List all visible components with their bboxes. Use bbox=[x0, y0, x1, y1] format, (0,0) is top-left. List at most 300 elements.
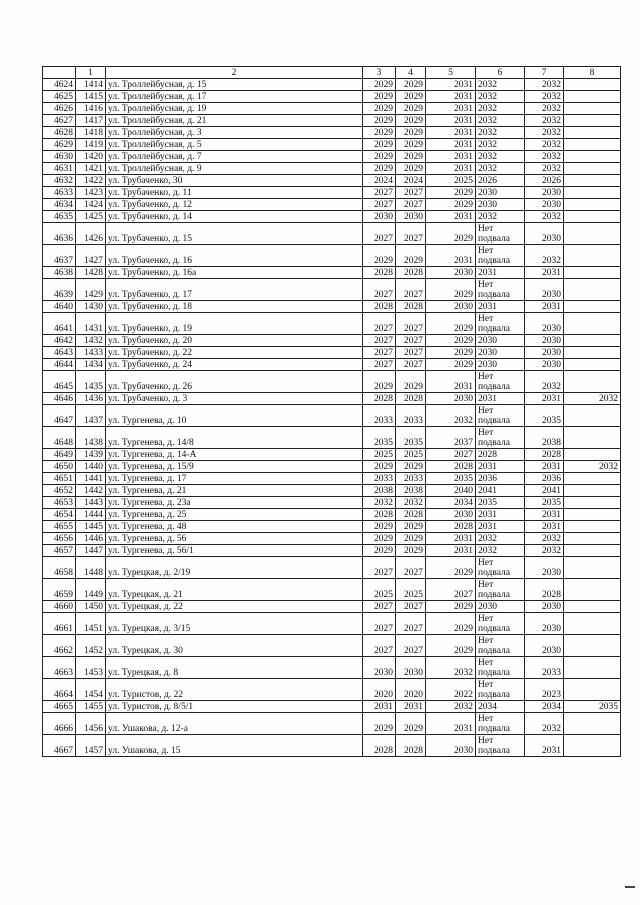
col4-cell: 2020 bbox=[396, 679, 426, 701]
col4-cell: 2029 bbox=[396, 533, 426, 545]
scan-mark bbox=[625, 886, 635, 888]
col4-cell: 2027 bbox=[396, 635, 426, 657]
col8-cell bbox=[564, 313, 621, 335]
col8-cell bbox=[564, 151, 621, 163]
col7-cell: 2030 bbox=[525, 347, 564, 359]
col4-cell: 2027 bbox=[396, 613, 426, 635]
address-cell: ул. Туристов, д. 22 bbox=[106, 679, 363, 701]
row-id: 1424 bbox=[76, 199, 106, 211]
col4-cell: 2029 bbox=[396, 79, 426, 91]
col6-cell: 2032 bbox=[476, 211, 525, 223]
col5-cell: 2031 bbox=[426, 211, 476, 223]
table-body bbox=[43, 67, 621, 757]
address-cell: ул. Ушакова, д. 15 bbox=[106, 735, 363, 757]
col4-cell: 2027 bbox=[396, 347, 426, 359]
col7-cell: 2031 bbox=[525, 521, 564, 533]
col8-cell bbox=[564, 347, 621, 359]
row-number: 4638 bbox=[43, 267, 76, 279]
row-number: 4652 bbox=[43, 485, 76, 497]
col7-cell: 2030 bbox=[525, 557, 564, 579]
row-id: 1440 bbox=[76, 461, 106, 473]
col3-cell: 2029 bbox=[363, 127, 396, 139]
address-cell: ул. Тургенева, д. 14/8 bbox=[106, 427, 363, 449]
col7-cell: 2031 bbox=[525, 461, 564, 473]
col4-cell: 2033 bbox=[396, 473, 426, 485]
row-number: 4635 bbox=[43, 211, 76, 223]
row-number: 4646 bbox=[43, 393, 76, 405]
table-row bbox=[43, 347, 621, 359]
row-number: 4651 bbox=[43, 473, 76, 485]
address-cell: ул. Тургенева, д. 56/1 bbox=[106, 545, 363, 557]
col5-cell: 2030 bbox=[426, 393, 476, 405]
address-cell: ул. Тургенева, д. 17 bbox=[106, 473, 363, 485]
col4-cell: 2029 bbox=[396, 245, 426, 267]
table-row bbox=[43, 545, 621, 557]
col7-cell: 2041 bbox=[525, 485, 564, 497]
col8-cell: 2032 bbox=[564, 461, 621, 473]
col7-cell: 2031 bbox=[525, 393, 564, 405]
col5-cell: 2029 bbox=[426, 557, 476, 579]
col5-cell: 2031 bbox=[426, 371, 476, 393]
col8-cell bbox=[564, 735, 621, 757]
col8-cell bbox=[564, 103, 621, 115]
row-number: 4642 bbox=[43, 335, 76, 347]
col3-cell: 2027 bbox=[363, 199, 396, 211]
row-id: 1428 bbox=[76, 267, 106, 279]
table-row bbox=[43, 313, 621, 335]
row-number: 4631 bbox=[43, 163, 76, 175]
row-id: 1429 bbox=[76, 279, 106, 301]
col4-cell: 2024 bbox=[396, 175, 426, 187]
row-id: 1438 bbox=[76, 427, 106, 449]
col3-cell: 2029 bbox=[363, 533, 396, 545]
col4-cell: 2027 bbox=[396, 199, 426, 211]
col3-cell: 2035 bbox=[363, 427, 396, 449]
col4-cell: 2029 bbox=[396, 103, 426, 115]
col7-cell: 2038 bbox=[525, 427, 564, 449]
col3-cell: 2029 bbox=[363, 461, 396, 473]
row-id: 1450 bbox=[76, 601, 106, 613]
col6-cell: 2028 bbox=[476, 449, 525, 461]
row-id: 1434 bbox=[76, 359, 106, 371]
col6-cell: Нет подвала bbox=[476, 313, 525, 335]
table-row bbox=[43, 359, 621, 371]
col4-cell: 2029 bbox=[396, 127, 426, 139]
address-cell: ул. Трубаченко, д. 17 bbox=[106, 279, 363, 301]
col3-cell: 2029 bbox=[363, 79, 396, 91]
table-row bbox=[43, 301, 621, 313]
col8-cell bbox=[564, 533, 621, 545]
col4-cell: 2029 bbox=[396, 151, 426, 163]
row-number: 4665 bbox=[43, 701, 76, 713]
row-number: 4641 bbox=[43, 313, 76, 335]
col6-cell: 2031 bbox=[476, 461, 525, 473]
row-number: 4663 bbox=[43, 657, 76, 679]
col6-cell: Нет подвала bbox=[476, 657, 525, 679]
col3-cell: 2029 bbox=[363, 545, 396, 557]
header-cell: 7 bbox=[525, 67, 564, 79]
table-row bbox=[43, 115, 621, 127]
col3-cell: 2028 bbox=[363, 301, 396, 313]
col7-cell: 2032 bbox=[525, 245, 564, 267]
col7-cell: 2035 bbox=[525, 405, 564, 427]
col3-cell: 2027 bbox=[363, 313, 396, 335]
col6-cell: Нет подвала bbox=[476, 223, 525, 245]
col7-cell: 2031 bbox=[525, 509, 564, 521]
table-row bbox=[43, 485, 621, 497]
col6-cell: Нет подвала bbox=[476, 679, 525, 701]
col3-cell: 2033 bbox=[363, 473, 396, 485]
col3-cell: 2025 bbox=[363, 449, 396, 461]
col4-cell: 2028 bbox=[396, 301, 426, 313]
col6-cell: Нет подвала bbox=[476, 713, 525, 735]
col6-cell: 2030 bbox=[476, 347, 525, 359]
col3-cell: 2025 bbox=[363, 579, 396, 601]
row-id: 1439 bbox=[76, 449, 106, 461]
row-id: 1419 bbox=[76, 139, 106, 151]
address-cell: ул. Трубаченко, д. 16а bbox=[106, 267, 363, 279]
table-row bbox=[43, 497, 621, 509]
address-cell: ул. Тургенева, д. 56 bbox=[106, 533, 363, 545]
col5-cell: 2031 bbox=[426, 245, 476, 267]
col5-cell: 2031 bbox=[426, 163, 476, 175]
address-cell: ул. Туристов, д. 8/5/1 bbox=[106, 701, 363, 713]
col7-cell: 2033 bbox=[525, 657, 564, 679]
header-cell: 6 bbox=[476, 67, 525, 79]
col6-cell: Нет подвала bbox=[476, 245, 525, 267]
col7-cell: 2036 bbox=[525, 473, 564, 485]
col8-cell bbox=[564, 521, 621, 533]
col5-cell: 2030 bbox=[426, 509, 476, 521]
address-cell: ул. Трубаченко, д. 16 bbox=[106, 245, 363, 267]
col6-cell: 2026 bbox=[476, 175, 525, 187]
row-id: 1452 bbox=[76, 635, 106, 657]
col6-cell: 2031 bbox=[476, 267, 525, 279]
row-id: 1417 bbox=[76, 115, 106, 127]
row-id: 1433 bbox=[76, 347, 106, 359]
col7-cell: 2030 bbox=[525, 335, 564, 347]
col6-cell: 2032 bbox=[476, 545, 525, 557]
header-cell: 1 bbox=[76, 67, 106, 79]
col4-cell: 2029 bbox=[396, 371, 426, 393]
col4-cell: 2028 bbox=[396, 393, 426, 405]
col5-cell: 2030 bbox=[426, 301, 476, 313]
col8-cell bbox=[564, 187, 621, 199]
table-row bbox=[43, 211, 621, 223]
col6-cell: Нет подвала bbox=[476, 579, 525, 601]
col8-cell bbox=[564, 163, 621, 175]
row-number: 4643 bbox=[43, 347, 76, 359]
col8-cell bbox=[564, 579, 621, 601]
col5-cell: 2031 bbox=[426, 139, 476, 151]
col4-cell: 2027 bbox=[396, 601, 426, 613]
col6-cell: 2031 bbox=[476, 393, 525, 405]
col8-cell bbox=[564, 497, 621, 509]
col6-cell: Нет подвала bbox=[476, 613, 525, 635]
address-cell: ул. Трубаченко, д. 18 bbox=[106, 301, 363, 313]
col8-cell bbox=[564, 601, 621, 613]
row-number: 4625 bbox=[43, 91, 76, 103]
table-row bbox=[43, 635, 621, 657]
col8-cell bbox=[564, 509, 621, 521]
table-row bbox=[43, 393, 621, 405]
col4-cell: 2029 bbox=[396, 713, 426, 735]
col7-cell: 2026 bbox=[525, 175, 564, 187]
col5-cell: 2029 bbox=[426, 359, 476, 371]
col4-cell: 2029 bbox=[396, 521, 426, 533]
table-row bbox=[43, 735, 621, 757]
row-id: 1447 bbox=[76, 545, 106, 557]
col3-cell: 2029 bbox=[363, 521, 396, 533]
col4-cell: 2025 bbox=[396, 449, 426, 461]
col3-cell: 2020 bbox=[363, 679, 396, 701]
col6-cell: Нет подвала bbox=[476, 371, 525, 393]
address-cell: ул. Трубаченко, 30 bbox=[106, 175, 363, 187]
row-number: 4637 bbox=[43, 245, 76, 267]
table-row bbox=[43, 473, 621, 485]
table-row bbox=[43, 427, 621, 449]
col4-cell: 2033 bbox=[396, 405, 426, 427]
col6-cell: 2030 bbox=[476, 601, 525, 613]
table-row bbox=[43, 449, 621, 461]
col7-cell: 2032 bbox=[525, 115, 564, 127]
col7-cell: 2031 bbox=[525, 301, 564, 313]
col4-cell: 2030 bbox=[396, 657, 426, 679]
row-number: 4647 bbox=[43, 405, 76, 427]
col5-cell: 2022 bbox=[426, 679, 476, 701]
header-cell: 5 bbox=[426, 67, 476, 79]
header-cell: 8 bbox=[564, 67, 621, 79]
row-id: 1451 bbox=[76, 613, 106, 635]
col7-cell: 2032 bbox=[525, 91, 564, 103]
col3-cell: 2027 bbox=[363, 187, 396, 199]
col8-cell bbox=[564, 557, 621, 579]
row-number: 4656 bbox=[43, 533, 76, 545]
col6-cell: 2030 bbox=[476, 199, 525, 211]
col4-cell: 2029 bbox=[396, 139, 426, 151]
col5-cell: 2040 bbox=[426, 485, 476, 497]
col6-cell: 2032 bbox=[476, 163, 525, 175]
col8-cell bbox=[564, 127, 621, 139]
col8-cell bbox=[564, 211, 621, 223]
col5-cell: 2031 bbox=[426, 115, 476, 127]
table-row bbox=[43, 335, 621, 347]
col6-cell: Нет подвала bbox=[476, 735, 525, 757]
col3-cell: 2029 bbox=[363, 163, 396, 175]
col5-cell: 2029 bbox=[426, 601, 476, 613]
table-row bbox=[43, 557, 621, 579]
col8-cell bbox=[564, 657, 621, 679]
col6-cell: 2030 bbox=[476, 335, 525, 347]
col7-cell: 2031 bbox=[525, 267, 564, 279]
col7-cell: 2032 bbox=[525, 211, 564, 223]
row-id: 1423 bbox=[76, 187, 106, 199]
col4-cell: 2038 bbox=[396, 485, 426, 497]
col7-cell: 2030 bbox=[525, 613, 564, 635]
row-id: 1416 bbox=[76, 103, 106, 115]
col3-cell: 2028 bbox=[363, 393, 396, 405]
col4-cell: 2029 bbox=[396, 91, 426, 103]
col6-cell: 2032 bbox=[476, 91, 525, 103]
table-row bbox=[43, 679, 621, 701]
address-cell: ул. Турецкая, д. 8 bbox=[106, 657, 363, 679]
col8-cell bbox=[564, 245, 621, 267]
col4-cell: 2031 bbox=[396, 701, 426, 713]
row-id: 1425 bbox=[76, 211, 106, 223]
row-number: 4639 bbox=[43, 279, 76, 301]
col6-cell: 2032 bbox=[476, 139, 525, 151]
row-id: 1426 bbox=[76, 223, 106, 245]
col7-cell: 2032 bbox=[525, 163, 564, 175]
table-row bbox=[43, 223, 621, 245]
address-cell: ул. Турецкая, д. 3/15 bbox=[106, 613, 363, 635]
col4-cell: 2028 bbox=[396, 267, 426, 279]
col6-cell: 2036 bbox=[476, 473, 525, 485]
table-row bbox=[43, 461, 621, 473]
col5-cell: 2037 bbox=[426, 427, 476, 449]
table-row bbox=[43, 405, 621, 427]
col4-cell: 2029 bbox=[396, 115, 426, 127]
table-row bbox=[43, 245, 621, 267]
col5-cell: 2031 bbox=[426, 151, 476, 163]
col4-cell: 2027 bbox=[396, 223, 426, 245]
col3-cell: 2030 bbox=[363, 657, 396, 679]
row-number: 4628 bbox=[43, 127, 76, 139]
row-id: 1432 bbox=[76, 335, 106, 347]
address-cell: ул. Турецкая, д. 30 bbox=[106, 635, 363, 657]
table-row bbox=[43, 713, 621, 735]
col8-cell bbox=[564, 139, 621, 151]
col4-cell: 2027 bbox=[396, 313, 426, 335]
row-number: 4666 bbox=[43, 713, 76, 735]
col8-cell bbox=[564, 335, 621, 347]
address-cell: ул. Трубаченко, д. 12 bbox=[106, 199, 363, 211]
col8-cell bbox=[564, 473, 621, 485]
address-cell: ул. Трубаченко, д. 14 bbox=[106, 211, 363, 223]
col5-cell: 2029 bbox=[426, 199, 476, 211]
col8-cell bbox=[564, 679, 621, 701]
col4-cell: 2027 bbox=[396, 279, 426, 301]
row-id: 1414 bbox=[76, 79, 106, 91]
row-id: 1444 bbox=[76, 509, 106, 521]
col6-cell: 2032 bbox=[476, 115, 525, 127]
col6-cell: 2032 bbox=[476, 103, 525, 115]
col8-cell bbox=[564, 301, 621, 313]
col4-cell: 2027 bbox=[396, 335, 426, 347]
address-cell: ул. Троллейбусная, д. 9 bbox=[106, 163, 363, 175]
col8-cell bbox=[564, 713, 621, 735]
address-cell: ул. Ушакова, д. 12-а bbox=[106, 713, 363, 735]
address-cell: ул. Троллейбусная, д. 5 bbox=[106, 139, 363, 151]
col3-cell: 2033 bbox=[363, 405, 396, 427]
table-row bbox=[43, 601, 621, 613]
col7-cell: 2032 bbox=[525, 533, 564, 545]
schedule-table bbox=[42, 66, 621, 757]
col8-cell bbox=[564, 635, 621, 657]
table-row bbox=[43, 187, 621, 199]
col3-cell: 2029 bbox=[363, 139, 396, 151]
col5-cell: 2031 bbox=[426, 79, 476, 91]
col7-cell: 2032 bbox=[525, 545, 564, 557]
col6-cell: 2032 bbox=[476, 79, 525, 91]
row-id: 1427 bbox=[76, 245, 106, 267]
col8-cell bbox=[564, 545, 621, 557]
address-cell: ул. Трубаченко, д. 22 bbox=[106, 347, 363, 359]
col5-cell: 2032 bbox=[426, 405, 476, 427]
row-number: 4633 bbox=[43, 187, 76, 199]
address-cell: ул. Троллейбусная, д. 19 bbox=[106, 103, 363, 115]
row-number: 4667 bbox=[43, 735, 76, 757]
row-number: 4659 bbox=[43, 579, 76, 601]
row-id: 1449 bbox=[76, 579, 106, 601]
row-number: 4660 bbox=[43, 601, 76, 613]
row-number: 4629 bbox=[43, 139, 76, 151]
col5-cell: 2029 bbox=[426, 347, 476, 359]
col3-cell: 2027 bbox=[363, 359, 396, 371]
col5-cell: 2029 bbox=[426, 279, 476, 301]
address-cell: ул. Тургенева, д. 21 bbox=[106, 485, 363, 497]
col3-cell: 2027 bbox=[363, 279, 396, 301]
table-row bbox=[43, 151, 621, 163]
col4-cell: 2025 bbox=[396, 579, 426, 601]
row-number: 4636 bbox=[43, 223, 76, 245]
col5-cell: 2027 bbox=[426, 449, 476, 461]
col8-cell: 2035 bbox=[564, 701, 621, 713]
col4-cell: 2035 bbox=[396, 427, 426, 449]
address-cell: ул. Трубаченко, д. 11 bbox=[106, 187, 363, 199]
col3-cell: 2027 bbox=[363, 347, 396, 359]
address-cell: ул. Трубаченко, д. 26 bbox=[106, 371, 363, 393]
col7-cell: 2030 bbox=[525, 223, 564, 245]
col4-cell: 2027 bbox=[396, 187, 426, 199]
row-number: 4664 bbox=[43, 679, 76, 701]
table-row bbox=[43, 279, 621, 301]
col6-cell: 2031 bbox=[476, 509, 525, 521]
row-id: 1455 bbox=[76, 701, 106, 713]
col8-cell bbox=[564, 359, 621, 371]
col7-cell: 2034 bbox=[525, 701, 564, 713]
col7-cell: 2032 bbox=[525, 79, 564, 91]
col8-cell bbox=[564, 79, 621, 91]
col5-cell: 2031 bbox=[426, 533, 476, 545]
row-id: 1431 bbox=[76, 313, 106, 335]
col6-cell: 2031 bbox=[476, 301, 525, 313]
col8-cell bbox=[564, 613, 621, 635]
col4-cell: 2029 bbox=[396, 461, 426, 473]
col7-cell: 2032 bbox=[525, 713, 564, 735]
header-cell: 2 bbox=[106, 67, 363, 79]
address-cell: ул. Троллейбусная, д. 15 bbox=[106, 79, 363, 91]
col8-cell bbox=[564, 199, 621, 211]
col5-cell: 2028 bbox=[426, 521, 476, 533]
row-number: 4653 bbox=[43, 497, 76, 509]
row-id: 1420 bbox=[76, 151, 106, 163]
col5-cell: 2030 bbox=[426, 735, 476, 757]
address-cell: ул. Трубаченко, д. 15 bbox=[106, 223, 363, 245]
col3-cell: 2032 bbox=[363, 497, 396, 509]
col5-cell: 2031 bbox=[426, 713, 476, 735]
row-number: 4655 bbox=[43, 521, 76, 533]
col3-cell: 2028 bbox=[363, 267, 396, 279]
col5-cell: 2030 bbox=[426, 267, 476, 279]
table-row bbox=[43, 91, 621, 103]
col6-cell: 2041 bbox=[476, 485, 525, 497]
table-row bbox=[43, 163, 621, 175]
row-number: 4649 bbox=[43, 449, 76, 461]
address-cell: ул. Турецкая, д. 2/19 bbox=[106, 557, 363, 579]
col5-cell: 2035 bbox=[426, 473, 476, 485]
col6-cell: 2035 bbox=[476, 497, 525, 509]
